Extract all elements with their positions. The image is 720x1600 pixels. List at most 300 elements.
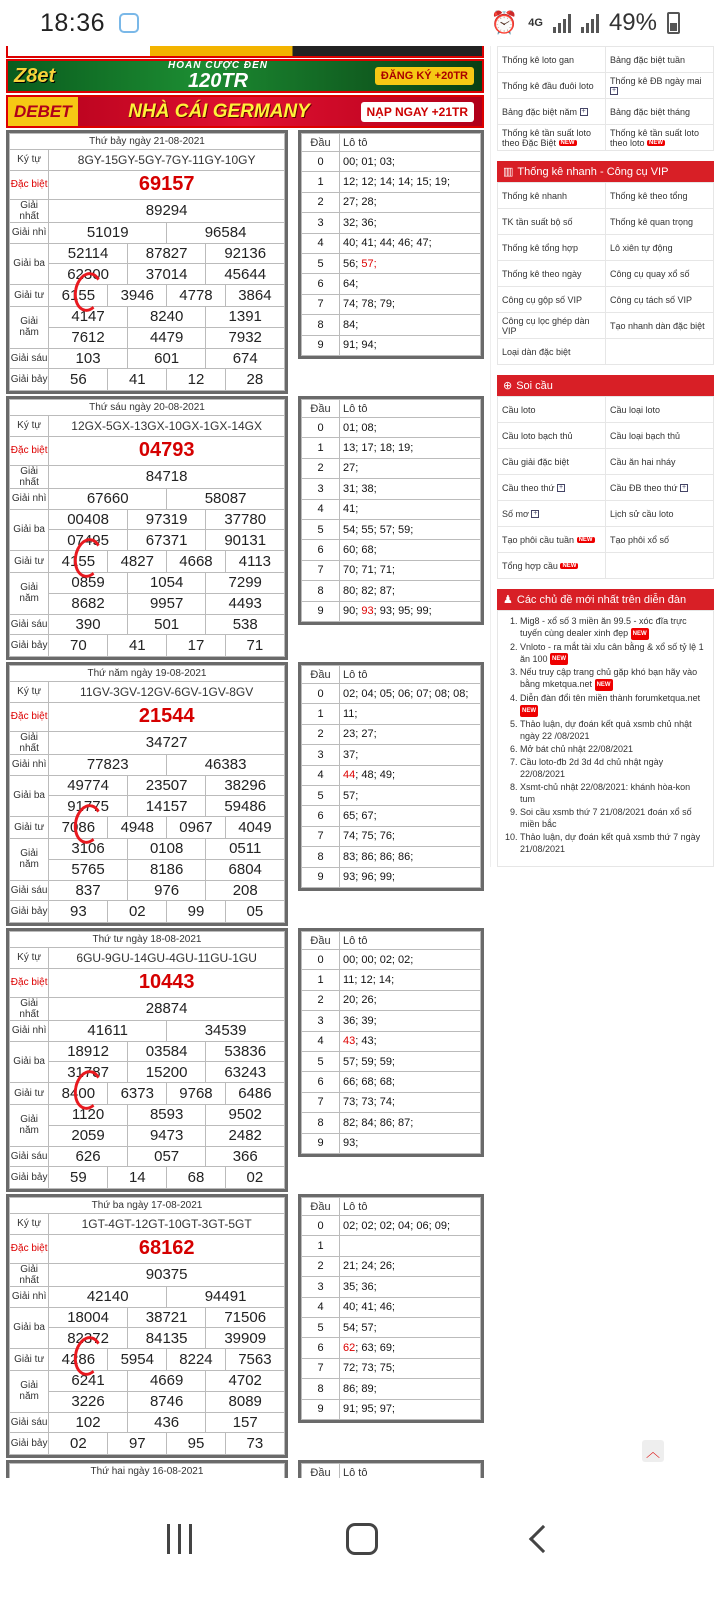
sidebar-link[interactable]: Số mơ + xyxy=(498,501,606,527)
vip-tools-grid xyxy=(497,182,714,365)
sidebar-link[interactable]: Công cụ lọc ghép dàn VIP xyxy=(498,313,606,339)
prize-number: 97319 xyxy=(127,509,206,530)
sidebar-link[interactable]: Công cụ tách số VIP xyxy=(606,287,714,313)
dau-digit: 5 xyxy=(302,1317,340,1337)
prize-label: Giải sáu xyxy=(10,1146,49,1167)
prize-number: 0511 xyxy=(206,838,285,859)
new-badge-icon: NEW xyxy=(649,140,664,147)
result-date: Thứ tư ngày 18-08-2021 xyxy=(10,932,285,948)
loto-values: 37; xyxy=(340,745,481,765)
prize-number: 18004 xyxy=(49,1307,128,1328)
prize-number: 34539 xyxy=(167,1020,285,1041)
prize-number: 4479 xyxy=(127,327,206,348)
banner-z8et[interactable] xyxy=(6,59,484,93)
forum-topic-link[interactable]: 7. Cầu loto-đb 2d 3d 4d chủ nhật ngày 22/08/2021 xyxy=(520,756,707,780)
prize-number: 11GV-3GV-12GV-6GV-1GV-8GV xyxy=(49,682,285,703)
prize-number: 4155 xyxy=(61,553,96,571)
prize-number: 3106 xyxy=(49,838,128,859)
prize-number: 057 xyxy=(127,1146,206,1167)
android-nav-bar xyxy=(0,1478,720,1600)
loto-values: 84; xyxy=(340,315,481,335)
prize-number: 8089 xyxy=(206,1391,285,1412)
sidebar-link[interactable]: Thống kê theo ngày xyxy=(498,261,606,287)
prize-number: 69157 xyxy=(49,170,285,199)
prize-label: Đặc biệt xyxy=(10,436,49,465)
loto-values: 72; 73; 75; xyxy=(340,1358,481,1378)
expand-plus-icon[interactable]: + xyxy=(559,484,564,492)
sidebar-link[interactable]: Lịch sử cầu loto xyxy=(606,501,714,527)
prize-label: Giải bảy xyxy=(10,369,49,391)
prize-number: 15200 xyxy=(127,1062,206,1083)
dau-digit: 3 xyxy=(302,213,340,233)
prize-number: 1120 xyxy=(49,1104,128,1125)
prize-number: 56 xyxy=(70,371,87,389)
prize-label: Giải tư xyxy=(10,1349,49,1371)
prize-label: Đặc biệt xyxy=(10,968,49,997)
loto-table xyxy=(298,1194,484,1423)
dau-digit: 3 xyxy=(302,479,340,499)
prize-label: Ký tự xyxy=(10,416,49,437)
signal-icon xyxy=(553,13,571,33)
dau-digit: 2 xyxy=(302,1256,340,1276)
clock: 18:36 xyxy=(40,8,106,37)
loto-table xyxy=(298,396,484,625)
forum-topic-link[interactable]: 10. Thảo luận, dự đoán kết quả xsmb thứ 7 ngày 21/08/2021 xyxy=(520,831,707,855)
new-badge-icon: NEW xyxy=(578,537,593,544)
prize-number: 4493 xyxy=(206,593,285,614)
network-type: 4G xyxy=(528,17,543,29)
sidebar-link[interactable]: Cầu loto bạch thủ xyxy=(498,423,606,449)
prize-number: 95 xyxy=(167,1433,226,1454)
prize-number: 2482 xyxy=(206,1125,285,1146)
prize-number: 18912 xyxy=(49,1041,128,1062)
dau-digit: 7 xyxy=(302,826,340,846)
loto-values: 01; 08; xyxy=(340,418,481,438)
sidebar-link[interactable]: Thống kê quan trọng xyxy=(606,209,714,235)
banner-main-text: NHÀ CÁI GERMANY xyxy=(128,101,310,122)
forum-topic-link[interactable]: 2. Vnloto - ra mắt tài xỉu cân bằng & xổ số tỷ lệ 1 ăn 100 NEW xyxy=(520,641,707,666)
loto-header: Lô tô xyxy=(340,666,481,684)
prize-label: Giải năm xyxy=(10,838,49,880)
prize-number: 7086 xyxy=(61,819,96,837)
prize-number: 8593 xyxy=(127,1104,206,1125)
result-table xyxy=(6,928,288,1192)
sidebar-link[interactable]: Cầu ĐB theo thứ + xyxy=(606,475,714,501)
loto-values: 80; 82; 87; xyxy=(340,581,481,601)
forum-topic-link[interactable]: 9. Soi cầu xsmb thứ 7 21/08/2021 đoán xổ số miền bắc xyxy=(520,806,707,830)
result-table xyxy=(6,130,288,394)
dau-digit: 6 xyxy=(302,274,340,294)
prize-label: Giải ba xyxy=(10,1307,49,1349)
sidebar-link[interactable]: Lô xiên tự động xyxy=(606,235,714,261)
prize-label: Ký tự xyxy=(10,150,49,171)
sidebar-link[interactable]: Thống kê theo tổng xyxy=(606,183,714,209)
prize-label: Giải bảy xyxy=(10,1167,49,1189)
forum-header: ♟ Các chủ đề mới nhất trên diễn đàn xyxy=(497,589,714,610)
prize-number: 68162 xyxy=(49,1234,285,1263)
prize-number: 5954 xyxy=(108,1349,167,1370)
banner-cta[interactable]: ĐĂNG KÝ +20TR xyxy=(375,67,474,85)
dau-digit: 6 xyxy=(302,540,340,560)
prize-number: 1391 xyxy=(206,306,285,327)
prize-number: 41611 xyxy=(49,1020,167,1041)
dau-digit: 9 xyxy=(302,335,340,355)
dau-header: Đầu xyxy=(302,400,340,418)
result-date: Thứ ba ngày 17-08-2021 xyxy=(10,1198,285,1214)
prize-label: Giải tư xyxy=(10,285,49,307)
prize-number: 68 xyxy=(167,1167,226,1188)
prize-number: 02 xyxy=(70,1435,87,1453)
dau-digit: 8 xyxy=(302,1379,340,1399)
prize-number: 1GT-4GT-12GT-10GT-3GT-5GT xyxy=(49,1214,285,1235)
dau-digit: 2 xyxy=(302,990,340,1010)
prize-number: 4049 xyxy=(225,817,284,838)
prize-number: 04793 xyxy=(49,436,285,465)
status-bar xyxy=(0,0,720,46)
banner-subtitle: HOÀN CƯỢC ĐẾN xyxy=(167,60,269,71)
dau-digit: 3 xyxy=(302,1011,340,1031)
dau-digit: 5 xyxy=(302,519,340,539)
users-icon: ♟ xyxy=(503,594,513,606)
prize-number: 601 xyxy=(127,348,206,369)
loto-header: Lô tô xyxy=(340,134,481,152)
prize-label: Giải ba xyxy=(10,243,49,285)
prize-number: 0108 xyxy=(127,838,206,859)
prize-number: 37780 xyxy=(206,509,285,530)
sidebar-link[interactable]: Loại dàn đặc biệt xyxy=(498,339,606,365)
prize-label: Giải sáu xyxy=(10,614,49,635)
prize-number: 59 xyxy=(70,1169,87,1187)
loto-values: 56; 57; xyxy=(340,253,481,273)
prize-number: 6241 xyxy=(49,1370,128,1391)
loto-values: 57; 59; 59; xyxy=(340,1051,481,1071)
loto-values: 54; 55; 57; 59; xyxy=(340,519,481,539)
prize-number: 2059 xyxy=(49,1125,128,1146)
prize-label: Giải năm xyxy=(10,306,49,348)
forum-topic-link[interactable]: 1. Mig8 - xổ số 3 miền ăn 99.5 - xóc đĩa trực tuyến cùng dealer xinh đẹp NEW xyxy=(520,615,707,640)
loto-values: 74; 78; 79; xyxy=(340,294,481,314)
prize-label: Đặc biệt xyxy=(10,170,49,199)
prize-number: 67371 xyxy=(127,530,206,551)
prize-number: 71 xyxy=(225,635,284,656)
soi-cau-header: ⊕ Soi cầu xyxy=(497,375,714,396)
prize-number: 07495 xyxy=(49,530,128,551)
sidebar-link[interactable]: Bảng đặc biệt tháng xyxy=(606,99,714,125)
dau-header: Đầu xyxy=(302,932,340,950)
battery-icon xyxy=(667,12,680,34)
prize-number: 8240 xyxy=(127,306,206,327)
expand-plus-icon[interactable]: + xyxy=(611,87,617,95)
loto-values xyxy=(340,1236,481,1256)
sidebar-link[interactable]: Thống kê loto gan xyxy=(498,47,606,73)
dau-digit: 2 xyxy=(302,192,340,212)
loto-values: 65; 67; xyxy=(340,806,481,826)
banner-cta[interactable]: NẠP NGAY +21TR xyxy=(361,102,475,122)
prize-number: 59486 xyxy=(206,796,285,817)
prize-number: 02 xyxy=(108,901,167,922)
forum-topic-link[interactable]: 6. Mở bát chủ nhật 22/08/2021 xyxy=(520,743,707,755)
prize-label: Giải nhất xyxy=(10,465,49,488)
sidebar-link[interactable]: Thống kê tần suất loto theo loto NEW xyxy=(606,125,714,151)
prize-label: Giải sáu xyxy=(10,348,49,369)
prize-label: Ký tự xyxy=(10,682,49,703)
dau-digit: 6 xyxy=(302,1072,340,1092)
prize-number: 05 xyxy=(225,901,284,922)
forum-topic-link[interactable]: 5. Thảo luận, dự đoán kết quả xsmb chủ nhật ngày 22 /08/2021 xyxy=(520,718,707,742)
prize-number: 28874 xyxy=(49,997,285,1020)
loto-values: 23; 27; xyxy=(340,724,481,744)
loto-values: 73; 73; 74; xyxy=(340,1092,481,1112)
dau-digit: 5 xyxy=(302,253,340,273)
sidebar-link[interactable]: Thống kê tổng hợp xyxy=(498,235,606,261)
banner-top-strip[interactable] xyxy=(6,46,484,58)
sidebar-link[interactable]: TK tần suất bộ số xyxy=(498,209,606,235)
loto-table xyxy=(298,662,484,891)
new-badge-icon: NEW xyxy=(550,653,568,665)
prize-number: 0859 xyxy=(49,572,128,593)
back-button[interactable] xyxy=(529,1525,557,1553)
prize-number: 96584 xyxy=(167,222,285,243)
dau-digit: 7 xyxy=(302,1358,340,1378)
loto-values: 11; 12; 14; xyxy=(340,970,481,990)
prize-label: Giải năm xyxy=(10,1104,49,1146)
dau-digit: 4 xyxy=(302,1297,340,1317)
sidebar-link[interactable]: Tạo phôi xổ số xyxy=(606,527,714,553)
sidebar-link[interactable]: Công cụ gộp số VIP xyxy=(498,287,606,313)
loto-header: Lô tô xyxy=(340,932,481,950)
prize-label: Giải nhì xyxy=(10,222,49,243)
web-page[interactable] xyxy=(0,46,720,1478)
forum-topics xyxy=(497,610,714,867)
prize-number: 90375 xyxy=(49,1263,285,1286)
status-indicators xyxy=(491,9,680,37)
prize-number: 4147 xyxy=(49,306,128,327)
sidebar xyxy=(490,46,720,867)
expand-plus-icon[interactable]: + xyxy=(682,484,687,492)
prize-label: Giải ba xyxy=(10,1041,49,1083)
dau-digit: 5 xyxy=(302,1051,340,1071)
dau-digit: 6 xyxy=(302,1338,340,1358)
sidebar-link xyxy=(606,339,714,365)
prize-number: 39909 xyxy=(206,1328,285,1349)
sidebar-link[interactable]: Công cụ quay xổ số xyxy=(606,261,714,287)
prize-number: 3946 xyxy=(108,285,167,306)
prize-number: 6GU-9GU-14GU-4GU-11GU-1GU xyxy=(49,948,285,969)
loto-values: 91; 94; xyxy=(340,335,481,355)
prize-number: 37014 xyxy=(127,264,206,285)
forum-topic-link[interactable]: 4. Diễn đàn đổi tên miền thành forumketqua.net NEW xyxy=(520,692,707,717)
search-icon: ⊕ xyxy=(503,380,513,392)
stats-link-grid xyxy=(497,46,714,151)
prize-number: 4113 xyxy=(225,551,284,572)
prize-label: Giải tư xyxy=(10,1083,49,1105)
prize-label: Giải nhì xyxy=(10,1286,49,1307)
sidebar-link[interactable]: Tạo nhanh dàn đặc biệt xyxy=(606,313,714,339)
prize-number: 45644 xyxy=(206,264,285,285)
expand-plus-icon[interactable]: + xyxy=(533,510,538,518)
dau-digit: 8 xyxy=(302,1113,340,1133)
prize-number: 9957 xyxy=(127,593,206,614)
dau-digit: 1 xyxy=(302,1236,340,1256)
dau-digit: 0 xyxy=(302,950,340,970)
result-table xyxy=(6,662,288,926)
prize-number: 99 xyxy=(167,901,226,922)
prize-number: 6373 xyxy=(108,1083,167,1104)
prize-number: 4702 xyxy=(206,1370,285,1391)
prize-number: 3226 xyxy=(49,1391,128,1412)
prize-number: 12GX-5GX-13GX-10GX-1GX-14GX xyxy=(49,416,285,437)
prize-number: 390 xyxy=(49,614,128,635)
loto-values: 13; 17; 18; 19; xyxy=(340,438,481,458)
loto-values: 83; 86; 86; 86; xyxy=(340,847,481,867)
sidebar-link[interactable]: Bảng đặc biệt tuần xyxy=(606,47,714,73)
loto-values: 02; 02; 02; 04; 06; 09; xyxy=(340,1216,481,1236)
prize-label: Giải nhất xyxy=(10,731,49,754)
prize-number: 92136 xyxy=(206,243,285,264)
prize-number: 17 xyxy=(167,635,226,656)
banner-debet[interactable] xyxy=(6,95,484,128)
recents-button[interactable] xyxy=(167,1524,192,1554)
sidebar-link[interactable]: Cầu loto xyxy=(498,397,606,423)
prize-number: 8224 xyxy=(167,1349,226,1370)
prize-number: 73 xyxy=(225,1433,284,1454)
prize-number: 89294 xyxy=(49,199,285,222)
prize-label: Giải ba xyxy=(10,509,49,551)
result-date: Thứ sáu ngày 20-08-2021 xyxy=(10,400,285,416)
sidebar-link[interactable]: Cầu loại bạch thủ xyxy=(606,423,714,449)
prize-label: Giải bảy xyxy=(10,901,49,923)
loto-values: 00; 00; 02; 02; xyxy=(340,950,481,970)
z8et-logo: Z8et xyxy=(14,64,56,87)
loto-values: 90; 93; 93; 95; 99; xyxy=(340,601,481,621)
loto-values: 32; 36; xyxy=(340,213,481,233)
loto-values: 40; 41; 46; xyxy=(340,1297,481,1317)
dau-digit: 6 xyxy=(302,806,340,826)
prize-number: 14 xyxy=(108,1167,167,1188)
sidebar-link[interactable]: Cầu loại loto xyxy=(606,397,714,423)
dau-header: Đầu xyxy=(302,134,340,152)
sidebar-link[interactable]: Tổng hợp cầu NEW xyxy=(498,553,606,579)
prize-number: 23507 xyxy=(127,775,206,796)
prize-number: 84135 xyxy=(127,1328,206,1349)
prize-number: 67660 xyxy=(49,488,167,509)
dau-digit: 0 xyxy=(302,1216,340,1236)
prize-number: 501 xyxy=(127,614,206,635)
dau-digit: 4 xyxy=(302,765,340,785)
prize-number: 84718 xyxy=(49,465,285,488)
dau-digit: 2 xyxy=(302,458,340,478)
sidebar-link[interactable]: Thống kê ĐB ngày mai + xyxy=(606,73,714,99)
home-button[interactable] xyxy=(346,1523,378,1555)
prize-number: 837 xyxy=(49,880,128,901)
banner-main-text: 120TR xyxy=(187,70,249,92)
new-badge-icon: NEW xyxy=(631,628,649,640)
sidebar-link xyxy=(606,553,714,579)
new-badge-icon: NEW xyxy=(560,140,575,147)
prize-number: 7563 xyxy=(225,1349,284,1370)
loto-values: 93; 96; 99; xyxy=(340,867,481,887)
prize-number: 103 xyxy=(49,348,128,369)
prize-number: 31787 xyxy=(49,1062,128,1083)
loto-values: 70; 71; 71; xyxy=(340,560,481,580)
prize-number: 52114 xyxy=(49,243,128,264)
prize-number: 97 xyxy=(108,1433,167,1454)
dau-digit: 9 xyxy=(302,1399,340,1419)
dau-digit: 7 xyxy=(302,1092,340,1112)
prize-label: Giải ba xyxy=(10,775,49,817)
prize-number: 4948 xyxy=(108,817,167,838)
loto-values: 40; 41; 44; 46; 47; xyxy=(340,233,481,253)
debet-logo: DEBET xyxy=(8,97,78,126)
forum-topic-link[interactable]: 8. Xsmt-chủ nhật 22/08/2021: khánh hòa-kon tum xyxy=(520,781,707,805)
loto-header: Lô tô xyxy=(340,1198,481,1216)
prize-number: 58087 xyxy=(167,488,285,509)
dau-digit: 8 xyxy=(302,581,340,601)
prize-number: 208 xyxy=(206,880,285,901)
prize-number: 70 xyxy=(70,637,87,655)
new-badge-icon: NEW xyxy=(520,705,538,717)
prize-number: 21544 xyxy=(49,702,285,731)
prize-number: 8682 xyxy=(49,593,128,614)
sidebar-link[interactable]: Cầu theo thứ + xyxy=(498,475,606,501)
dau-digit: 3 xyxy=(302,1277,340,1297)
loto-values: 64; xyxy=(340,274,481,294)
sidebar-link[interactable]: Bảng đặc biệt năm + xyxy=(498,99,606,125)
loto-values: 57; xyxy=(340,785,481,805)
prize-label: Giải sáu xyxy=(10,880,49,901)
result-date: Thứ năm ngày 19-08-2021 xyxy=(10,666,285,682)
prize-label: Đặc biệt xyxy=(10,702,49,731)
sidebar-link[interactable]: Thống kê nhanh xyxy=(498,183,606,209)
prize-label: Đặc biệt xyxy=(10,1234,49,1263)
sidebar-link[interactable]: Tạo phôi cầu tuần NEW xyxy=(498,527,606,553)
prize-number: 4669 xyxy=(127,1370,206,1391)
expand-plus-icon[interactable]: + xyxy=(581,108,586,116)
prize-number: 14157 xyxy=(127,796,206,817)
prize-number: 42140 xyxy=(49,1286,167,1307)
prize-number: 53836 xyxy=(206,1041,285,1062)
prize-label: Giải năm xyxy=(10,572,49,614)
result-table xyxy=(6,1194,288,1458)
dau-digit: 9 xyxy=(302,867,340,887)
dau-digit: 8 xyxy=(302,847,340,867)
prize-number: 9502 xyxy=(206,1104,285,1125)
new-badge-icon: NEW xyxy=(562,563,577,570)
sidebar-link[interactable]: Thống kê đầu đuôi loto xyxy=(498,73,606,99)
prize-number: 46383 xyxy=(167,754,285,775)
loto-values: 00; 01; 03; xyxy=(340,152,481,172)
sidebar-link[interactable]: Cầu ăn hai nháy xyxy=(606,449,714,475)
prize-number: 77823 xyxy=(49,754,167,775)
loto-values: 66; 68; 68; xyxy=(340,1072,481,1092)
prize-number: 71506 xyxy=(206,1307,285,1328)
prize-label: Ký tự xyxy=(10,948,49,969)
sidebar-link[interactable]: Cầu giải đặc biệt xyxy=(498,449,606,475)
prize-number: 38296 xyxy=(206,775,285,796)
prize-label: Giải nhì xyxy=(10,754,49,775)
scroll-to-top-button[interactable]: ︿ xyxy=(642,1440,664,1462)
loto-values: 11; xyxy=(340,704,481,724)
forum-topic-link[interactable]: 3. Nếu truy cập trang chủ gặp khó bạn hãy vào bằng mketqua.net NEW xyxy=(520,666,707,691)
loto-values: 36; 39; xyxy=(340,1011,481,1031)
dau-digit: 1 xyxy=(302,438,340,458)
sidebar-link[interactable]: Thống kê tần suất loto theo Đặc Biệt NEW xyxy=(498,125,606,151)
result-date: Thứ hai ngày 16-08-2021 xyxy=(10,1464,285,1479)
prize-label: Giải nhất xyxy=(10,997,49,1020)
prize-number: 102 xyxy=(49,1412,128,1433)
prize-number: 34727 xyxy=(49,731,285,754)
result-date: Thứ bảy ngày 21-08-2021 xyxy=(10,134,285,150)
